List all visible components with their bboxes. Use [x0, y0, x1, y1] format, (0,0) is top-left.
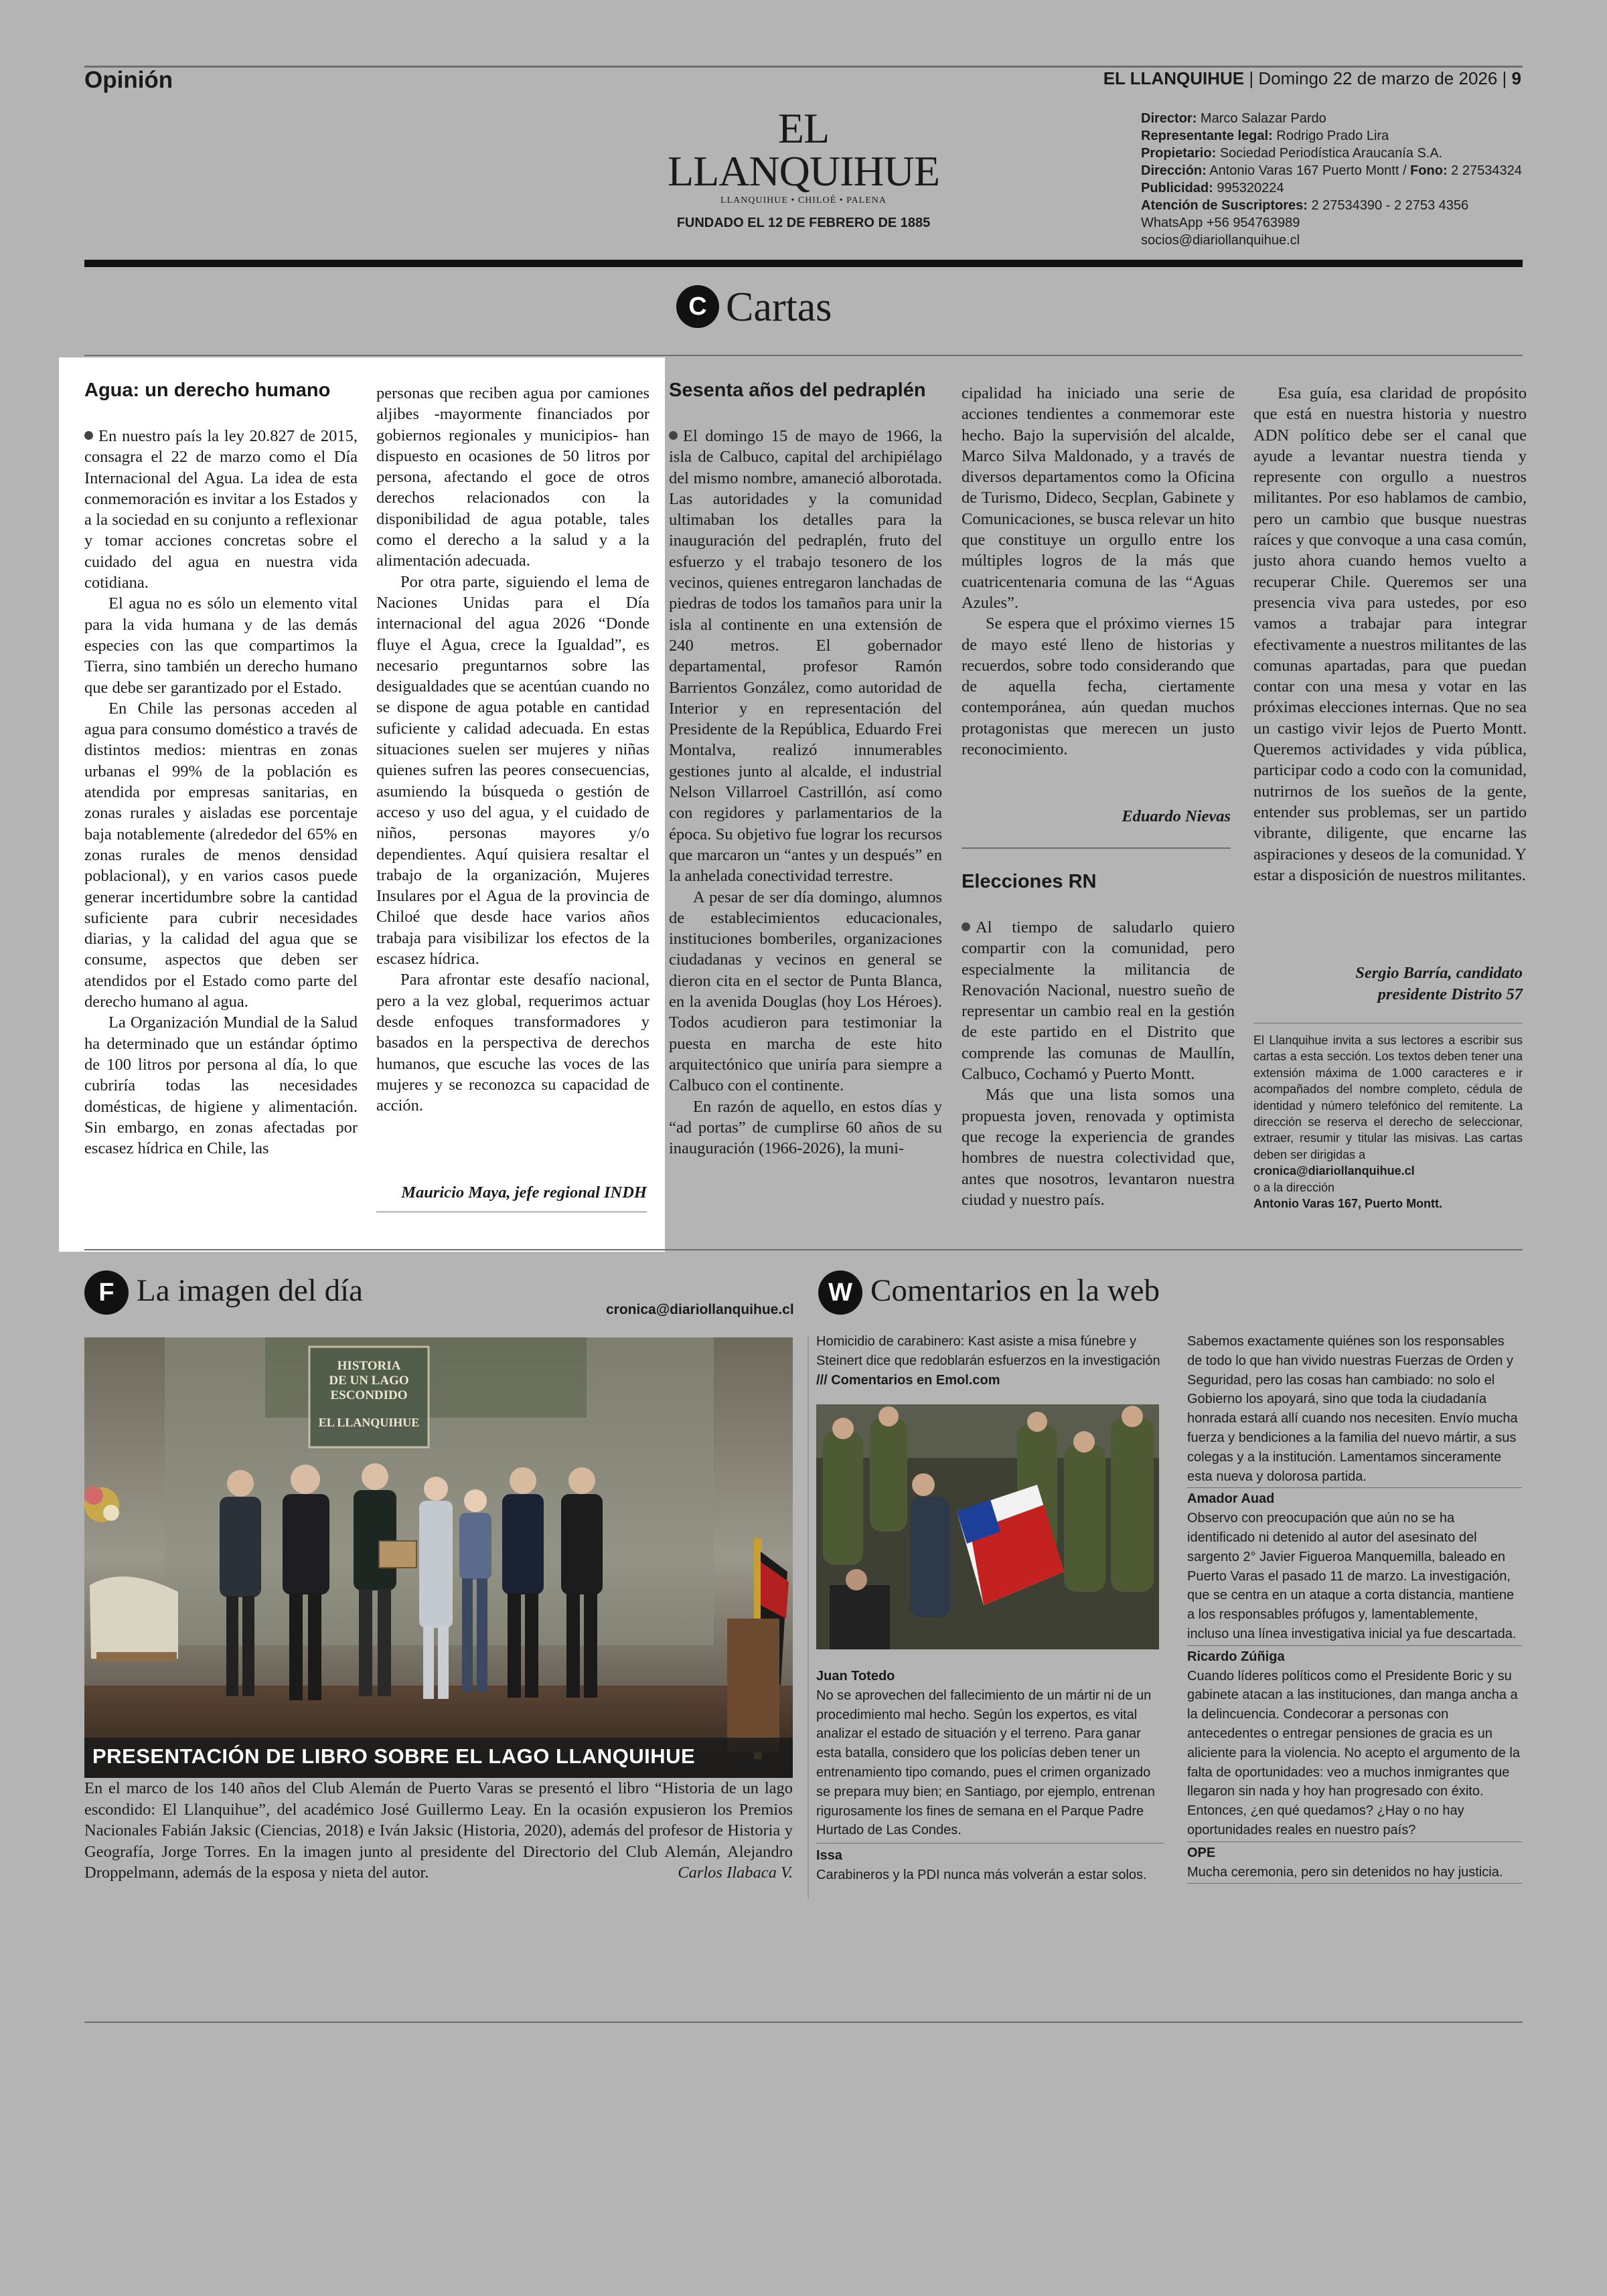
director-name: Marco Salazar Pardo [1200, 111, 1326, 126]
comment-text: Carabineros y la PDI nunca más volverán a estar solos. [816, 1867, 1147, 1882]
comment-text: Observo con preocupación que aún no se ha identificado ni detenido al autor del asesinato del sargento 2° Javier Figueroa Manquemilla, baleado en Puerto Varas el pasado 11 de marzo. La investigación, que se centra en un ataque a corta distancia, mantiene a los responsables prófugos y, lamentablemente, incluso una línea investigativa inicial ya fue descartada. [1187, 1511, 1517, 1641]
bullet-icon [962, 922, 970, 931]
comment-divider [1187, 1645, 1522, 1646]
funeral-photo-svg [816, 1404, 1159, 1649]
masthead [656, 104, 951, 231]
submission-email[interactable]: cronica@diariollanquihue.cl [1253, 1164, 1415, 1178]
photo-credit: Carlos Ilabaca V. [678, 1864, 793, 1882]
letter3-col2 [1253, 383, 1527, 886]
letter1-p4: La Organización Mundial de la Salud ha determinado que un estándar óptimo de 100 litros por persona al día, lo que cubriría todas las necesidades domésticas, de higiene y alimentación. Sin embargo, en zonas afectadas por escasez hídrica en Chile, las [84, 1013, 358, 1158]
page-number: 9 [1511, 68, 1521, 88]
letter2-p3: En razón de aquello, en estos días y “ad portas” de cumplirse 60 años de su inauguración (1966-2026), la muni- [669, 1097, 942, 1158]
letter1-p5: personas que reciben agua por camiones aljibes -mayormente financiados por gobiernos regionales y municipios- han dispuesto en ocasiones de 50 litros por persona, afectando el goce de otros derechos relacionados con la disponibilidad de agua potable, tales como el derecho a la salud y a la alimentación adecuada. [376, 384, 649, 570]
book-screen-text [309, 1359, 429, 1430]
letter2-p4: cipalidad ha iniciado una serie de acciones tendientes a conmemorar este hecho. Bajo la supervisión del alcalde, Marco Silva Maldonado, y a través de diversos departamentos como la Oficina de Turismo, Dideco, Secplan, Gabinete y Comunicaciones, se busca relevar un hito que constituye un orgullo entre los múltiples logros de la más que cuatricentenaria comuna de las “Aguas Azules”. [962, 384, 1235, 612]
letter1-col1 [84, 379, 358, 1159]
address-label: Dirección: [1141, 163, 1207, 178]
letter3-heading: Elecciones RN [962, 871, 1097, 892]
letter2-p1: El domingo 15 de mayo de 1966, la isla de Calbuco, capital del archipiélago del mismo nombre, amaneció alborotada. Las autoridades y la comunidad ultimaban los detalles para la inauguración del pedraplén, fruto del esfuerzo y el trabajo tesonero de los vecinos, quienes entregaron lanchadas de piedras de todos los tamaños para unir la isla al continente en una extensión de 240 metros. El gobernador departamental, profesor Ramón Barrientos González, como autoridad de Interior y en representación del Presidente de la República, Eduardo Frei Montalva, realizó innumerables gestiones junto al alcalde, el industrial Nelson Villarroel Castrillón, así como con regidores y parlamentarios de la época. Su objetivo fue lograr los recursos que marcaron un “antes y un después” en la anhelada conectividad terrestre. [669, 427, 942, 886]
letter2-signature: Eduardo Nievas [1122, 807, 1231, 825]
ads-value: 995320224 [1217, 181, 1284, 195]
comment-divider [1187, 1487, 1522, 1488]
web-headline: Homicidio de carabinero: Kast asiste a misa fúnebre y Steinert dice que redoblarán esfuerzos en la investigación [816, 1334, 1160, 1368]
legal-label: Representante legal: [1141, 129, 1273, 143]
folio: EL LLANQUIHUE | Domingo 22 de marzo de 2026 | 9 [1103, 68, 1521, 88]
cartas-title: Cartas [726, 284, 832, 330]
letter3-signature-line1: Sergio Barría, candidato [1355, 964, 1523, 982]
section-label: Opinión [84, 67, 173, 93]
cartas-rule [84, 355, 1523, 356]
screen-line1: HISTORIA [337, 1359, 401, 1373]
letter2-p5: Se espera que el próximo viernes 15 de mayo esté lleno de historias y recuerdos, sobre todo considerando que de aquella fecha, ciertamente contemporánea, aún quedan muchos protagonistas que merecen un justo reconocimiento. [962, 614, 1235, 759]
submission-or: o a la dirección [1253, 1180, 1335, 1194]
imagen-email[interactable]: cronica@diariollanquihue.cl [606, 1302, 794, 1317]
letter2-col2 [962, 383, 1235, 760]
letter1-p2: El agua no es sólo un elemento vital para la vida humana y de las demás especies con las que compartimos la Tierra, sino también un derecho humano que debe ser garantizado por el Estado. [84, 594, 358, 697]
event-photo [84, 1337, 793, 1778]
letter1-p7: Para afrontar este desafío nacional, pero a la vez global, requerimos actuar desde enfoques transformadores y basados en la perspectiva de derechos humanos, que escuche las voces de las mujeres y se reconozca su capacidad de acción. [376, 971, 649, 1115]
comment-author: Juan Totedo [816, 1669, 895, 1684]
web-divider [808, 1336, 809, 1898]
owner-label: Propietario: [1141, 146, 1217, 161]
web-title: Comentarios en la web [870, 1273, 1160, 1308]
staff-box [1141, 110, 1556, 249]
comment-text: Sabemos exactamente quiénes son los responsables de todo lo que han vivido nuestras Fuerzas de Orden y Seguridad, pero las cosas han cambiado: no solo el Gobierno los apoyará, sino que toda la ciudadanía honrada estará allí cuando nos necesiten. Envío mucha fuerza y bendiciones a la familia del nuevo mártir, a sus colegas y a la institución. Lamentamos sinceramente esta nueva y dolorosa partida. [1187, 1334, 1518, 1484]
photo-caption-text: En el marco de los 140 años del Club Alemán de Puerto Varas se presentó el libro “Historia de un lago escondido: El Llanquihue”, del académico José Guillermo Leay. En la ocasión expusieron los Premios Nacionales Fabián Jaksic (Ciencias, 2018) e Iván Jaksic (Historia, 2020), además del profesor de Historia y Geografía, Jorge Torres. En la imagen junto al presidente del Directorio del Club Alemán, Alejandro Droppelmann, además de la esposa y nieta del autor. [84, 1779, 793, 1882]
letter1-heading: Agua: un derecho humano [84, 380, 331, 401]
screen-line3: ESCONDIDO [330, 1388, 408, 1402]
letter2-heading: Sesenta años del pedraplén [669, 380, 926, 401]
web-col2 [1187, 1332, 1522, 1885]
legal-name: Rodrigo Prado Lira [1276, 129, 1389, 143]
comment-text: No se aprovechen del fallecimiento de un mártir ni de un procedimiento mal hecho. Según los expertos, es vital analizar el estado de situación y el terreno. Para ganar esta batalla, considero que los policías deben tener un entrenamiento tipo comando, pues el crimen organizado se prepara muy bien; en Santiago, por ejemplo, entrenan rigurosamente los fines de semana en el Parque Padre Hurtado de Las Condes. [816, 1688, 1155, 1838]
letter3-signature-line2: presidente Distrito 57 [1377, 985, 1523, 1003]
letter1-p3: En Chile las personas acceden al agua para consumo doméstico a través de distintos medios: mientras en zonas urbanas el 99% de la población es atendida por empresas sanitarias, en zonas rurales y aisladas ese porcentaje baja notablemente (alrededor del 65% en zonas rurales de menos densidad poblacional), y en varios casos puede generar incertidumbre sobre la cantidad suficiente para cubrir necesidades diarias, y la calidad del agua que se consume, aspectos que deben ser atendidos por el Estado como parte del derecho humano al agua. [84, 699, 358, 1011]
top-rule [84, 66, 1523, 68]
web-source[interactable]: /// Comentarios en Emol.com [816, 1372, 1000, 1388]
bullet-icon [84, 431, 93, 440]
letter1-p6: Por otra parte, siguiendo el lema de Naciones Unidas para el Día internacional del agua 2026 “Donde fluye el Agua, crece la Igualdad”, es necesario preguntarnos sobre las desigualdades que se acentúan cuando no se dispone de agua potable en cantidad suficiente y calidad adecuada. En estas situaciones suelen ser mujeres y niñas quienes sufren las peores consecuencias, asumiendo la búsqueda o gestión de acceso y uso del agua, y el cuidado de niños, personas mayores y/o dependientes. Aquí quisiera resaltar el trabajo de la organización, Mujeres Insulares por el Agua de la provincia de Chiloé que desde hace varios años trabaja para visibilizar los efectos de la escasez hídrica. [376, 572, 649, 969]
imagen-title: La imagen del día [137, 1273, 363, 1308]
letter1-p1: En nuestro país la ley 20.827 de 2015, consagra el 22 de marzo como el Día Internacional del Agua. La idea de esta conmemoración es invitar a los Estados y a la sociedad en su conjunto a reflexionar y tomar acciones concretas sobre el cuidado del agua en nuestra vida cotidiana. [84, 427, 358, 592]
photo-banner: PRESENTACIÓN DE LIBRO SOBRE EL LAGO LLANQUIHUE [92, 1744, 696, 1768]
director-label: Director: [1141, 111, 1197, 126]
newspaper-logo: EL LLANQUIHUE [668, 104, 939, 195]
page-bottom-rule [84, 2022, 1523, 2023]
phone-value: 2 27534324 [1451, 163, 1522, 178]
comment-author: Issa [816, 1848, 842, 1864]
funeral-photo [816, 1404, 1159, 1649]
event-photo-svg [84, 1337, 793, 1778]
comment-author: Ricardo Zúñiga [1187, 1649, 1285, 1664]
cartas-bottom-rule [84, 1249, 1523, 1250]
screen-line4: EL LLANQUIHUE [318, 1416, 420, 1429]
comment-text: Mucha ceremonia, pero sin detenidos no hay justicia. [1187, 1864, 1503, 1880]
photo-caption [84, 1778, 793, 1884]
folio-date: Domingo 22 de marzo de 2026 [1258, 68, 1498, 88]
cartas-badge-icon: C [676, 285, 719, 328]
web-badge-icon: W [818, 1270, 862, 1315]
folio-paper: EL LLANQUIHUE [1103, 68, 1245, 88]
comment-divider [1187, 1841, 1522, 1842]
header-thick-rule [84, 260, 1523, 267]
letter3-signature [1253, 963, 1523, 1005]
founded-line: FUNDADO EL 12 DE FEBRERO DE 1885 [676, 216, 931, 230]
web-col1-comments [816, 1667, 1164, 1885]
web-header [818, 1270, 1160, 1315]
letter3-col1 [962, 870, 1235, 1210]
comment-author: Amador Auad [1187, 1491, 1275, 1507]
screen-line2: DE UN LAGO [329, 1374, 409, 1388]
letter2-end-rule [962, 847, 1231, 849]
imagen-badge-icon: F [84, 1270, 129, 1315]
comment-divider [1187, 1883, 1522, 1884]
letter3-p3: Esa guía, esa claridad de propósito que está en nuestra historia y nuestro ADN político debe ser el canal que ayude a levantar nuestra tienda y represente con orgullo a nuestros militantes. Por eso hablamos de cambio, pero un cambio que busque nuestras raíces y que convoque a una casa común, justo ahora cuando hemos vuelto a recuperar Chile. Queremos ser una presencia viva para ustedes, por eso vamos a trabajar para integrar efectivamente a nuestros militantes de las comunas apartadas, para que puedan contar con una mesa y votar en las próximas elecciones internas. Que no sea un castigo vivir lejos de Puerto Montt. Queremos actividades y vida pública, participar codo a codo con la comunidad, nutrirnos de los sueños de la gente, entender sus problemas, ser un partido vibrante, diligente, que encarne las aspiraciones y deseos de la comunidad. Y estar a disposición de nuestros militantes. [1253, 384, 1527, 884]
letter1-col2 [376, 383, 649, 1116]
whatsapp-line: WhatsApp +56 954763989 [1141, 216, 1300, 230]
letter2-col1 [669, 379, 942, 1159]
cartas-header [676, 285, 832, 332]
ads-label: Publicidad: [1141, 181, 1213, 195]
letter3-p1: Al tiempo de saludarlo quiero compartir con la comunidad, pero especialmente la militancia de Renovación Nacional, nuestro sueño de representar un cambio real en la gestión de este partido en el Distrito que comprende las comunas de Maullín, Calbuco, Cochamó y Puerto Montt. [962, 918, 1235, 1084]
owner-name: Sociedad Periodística Araucanía S.A. [1219, 146, 1443, 161]
logo-subtitle: LLANQUIHUE • CHILOÉ • PALENA [720, 195, 887, 206]
letter2-p2: A pesar de ser día domingo, alumnos de establecimientos educacionales, instituciones bomberiles, organizaciones ciudadanas y vecinos en general se dieron cita en el sector de Punta Blanca, en la avenida Douglas (hoy Los Héroes). Todos acudieron para testimoniar la puesta en marcha de este hito arquitectónico que uniría para siempre a Calbuco con el continente. [669, 888, 942, 1095]
bullet-icon [669, 431, 678, 440]
submission-address: Antonio Varas 167, Puerto Montt. [1253, 1197, 1443, 1211]
subs-label: Atención de Suscriptores: [1141, 198, 1308, 213]
letter3-p2: Más que una lista somos una propuesta joven, renovada y optimista que recoge la experiencia de grandes hombres de nuestra colectividad que, antes que nosotros, levantaron nuestra ciudad y nuestro país. [962, 1086, 1235, 1209]
subs-value: 2 27534390 - 2 2753 4356 [1311, 198, 1469, 213]
email-line: socios@diariollanquihue.cl [1141, 233, 1300, 248]
web-col1 [816, 1332, 1164, 1390]
comment-author: OPE [1187, 1845, 1216, 1860]
submission-note-text: El Llanquihue invita a sus lectores a escribir sus cartas a esta sección. Los textos deben tener una extensión máxima de 1.000 caracteres e ir acompañados del nombre completo, cédula de identidad y número telefónico del remitente. La dirección se reserva el derecho de seleccionar, extraer, resumir y titular las misivas. Las cartas deben ser dirigidas a [1253, 1034, 1523, 1161]
address-value: Antonio Varas 167 Puerto Montt / [1209, 163, 1407, 178]
letter1-signature: Mauricio Maya, jefe regional INDH [401, 1183, 647, 1202]
comment-text: Cuando líderes políticos como el Presidente Boric y su gabinete atacan a las instituciones, dan manga ancha a la delincuencia. Condecorar a personas con antecedentes o entregar pensiones de gracia es un aliciente para la violencia. No acepto el argumento de la falta de oportunidades: veo a muchos inmigrantes que llegaron sin nada y hoy han progresado con éxito. Entonces, ¿en qué quedamos? ¿Hay o no hay oportunidades reales en nuestro país? [1187, 1668, 1520, 1837]
phone-label: Fono: [1410, 163, 1448, 178]
submission-note [1253, 1032, 1523, 1212]
imagen-header [84, 1270, 363, 1315]
